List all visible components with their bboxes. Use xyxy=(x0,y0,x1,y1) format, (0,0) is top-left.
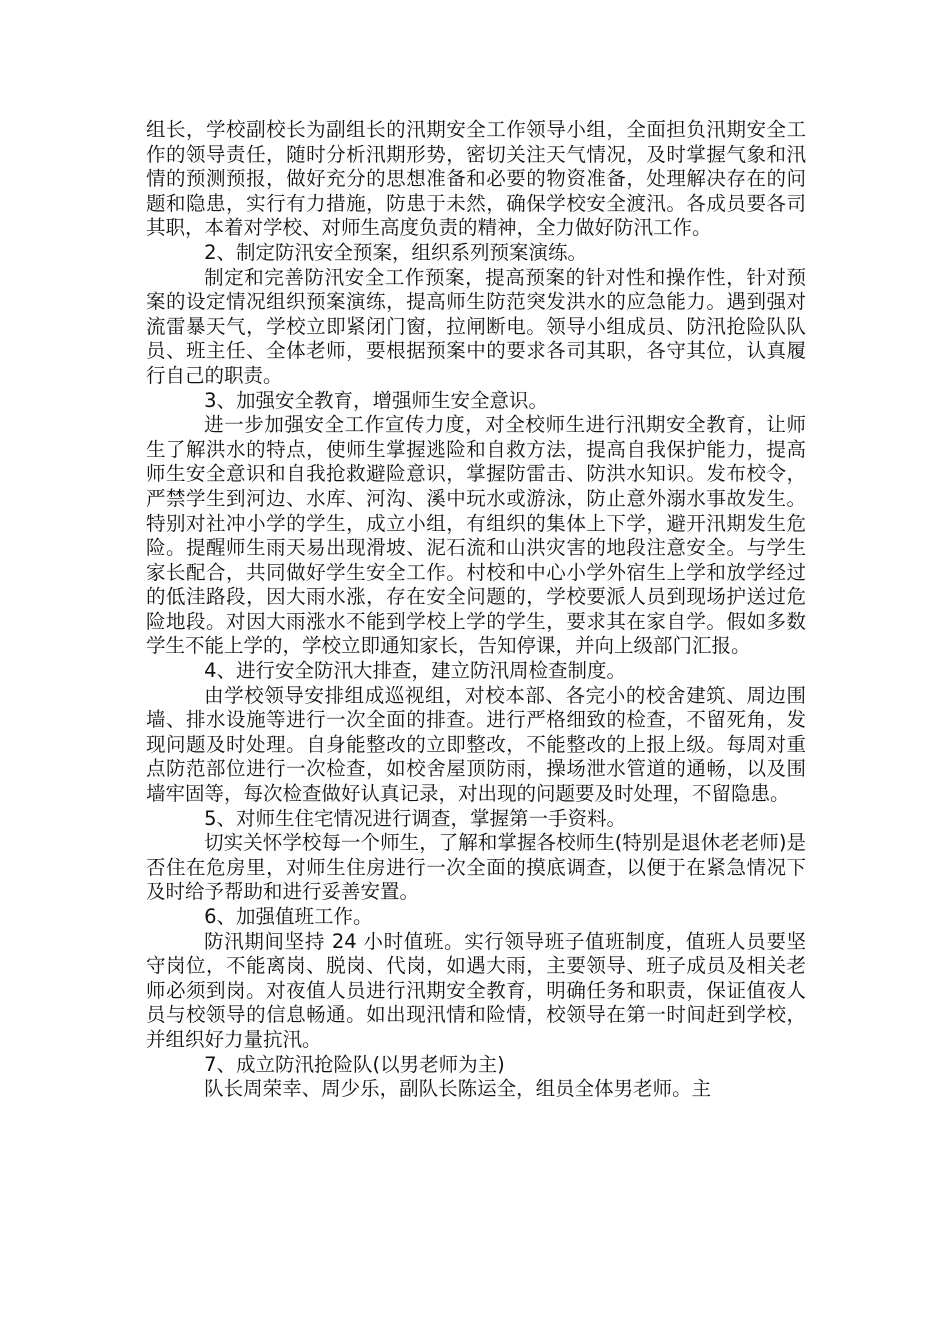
document-body xyxy=(146,118,806,1102)
section-heading-3: 3、加强安全教育，增强师生安全意识。 xyxy=(204,388,549,412)
section-heading-6: 6、加强值班工作。 xyxy=(204,905,373,928)
section-heading-5: 5、对师生住宅情况进行调查，掌握第一手资料。 xyxy=(204,806,627,830)
paragraph-leadership-group: 组长，学校副校长为副组长的汛期安全工作领导小组，全面担负汛期安全工作的领导责任，随时分析汛期形势，密切关注天气情况，及时掌握气象和汛情的预测预报，做好充分的思想准备和必要的物资准备，处理解决存在的问题和隐患，实行有力措施，防患于未然，确保学校安全渡汛。各成员要各司其职，本着对学校、对师生高度负责的精神，全力做好防汛工作。 xyxy=(146,118,806,240)
paragraph-safety-education: 进一步加强安全工作宣传力度，对全校师生进行汛期安全教育，让师生了解洪水的特点，使师生掌握逃险和自救方法，提高自我保护能力，提高师生安全意识和自我抢救避险意识，掌握防雷击、防洪水知识。发布校令，严禁学生到河边、水库、河沟、溪中玩水或游泳，防止意外溺水事故发生。特别对社冲小学的学生，成立小组，有组织的集体上下学，避开汛期发生危险。提醒师生雨天易出现滑坡、泥石流和山洪灾害的地段注意安全。与学生家长配合，共同做好学生安全工作。村校和中心小学外宿生上学和放学经过的低洼路段，因大雨水涨，存在安全问题的，学校要派人员到现场护送过危险地段。对因大雨涨水不能到学校上学的学生，要求其在家自学。假如多数学生不能上学的，学校立即通知家长，告知停课，并向上级部门汇报。 xyxy=(146,413,806,658)
paragraph-inspection: 由学校领导安排组成巡视组，对校本部、各完小的校舍建筑、周边围墙、排水设施等进行一次全面的排查。进行严格细致的检查，不留死角，发现问题及时处理。自身能整改的立即整改，不能整改的上报上级。每周对重点防范部位进行一次检查，如校舍屋顶防雨，操场泄水管道的通畅，以及围墙牢固等，每次检查做好认真记录，对出现的问题要及时处理，不留隐患。 xyxy=(146,683,806,806)
section-heading-4: 4、进行安全防汛大排查，建立防汛周检查制度。 xyxy=(204,659,627,683)
paragraph-emergency-plan: 制定和完善防汛安全工作预案，提高预案的针对性和操作性，针对预案的设定情况组织预案演练，提高师生防范突发洪水的应急能力。遇到强对流雷暴天气，学校立即紧闭门窗，拉闸断电。领导小组成员、防汛抢险队队员、班主任、全体老师，要根据预案中的要求各司其职，各守其位，认真履行自己的职责。 xyxy=(146,265,806,387)
paragraph-duty-shift: 防汛期间坚持 24 小时值班。实行领导班子值班制度，值班人员要坚守岗位，不能离岗、脱岗、代岗，如遇大雨，主要领导、班子成员及相关老师必须到岗。对夜值人员进行汛期安全教育，明确任务和职责，保证值夜人员与校领导的信息畅通。如出现汛情和险情，校领导在第一时间赶到学校，并组织好力量抗汛。 xyxy=(146,929,806,1051)
paragraph-housing-survey: 切实关怀学校每一个师生，了解和掌握各校师生(特别是退休老老师)是否住在危房里，对师生住房进行一次全面的摸底调查，以便于在紧急情况下及时给予帮助和进行妥善安置。 xyxy=(146,831,806,904)
paragraph-rescue-team: 队长周荣幸、周少乐，副队长陈运全，组员全体男老师。主 xyxy=(204,1077,712,1101)
section-heading-7: 7、成立防汛抢险队(以男老师为主) xyxy=(204,1052,505,1076)
section-heading-2: 2、制定防汛安全预案，组织系列预案演练。 xyxy=(204,240,588,264)
